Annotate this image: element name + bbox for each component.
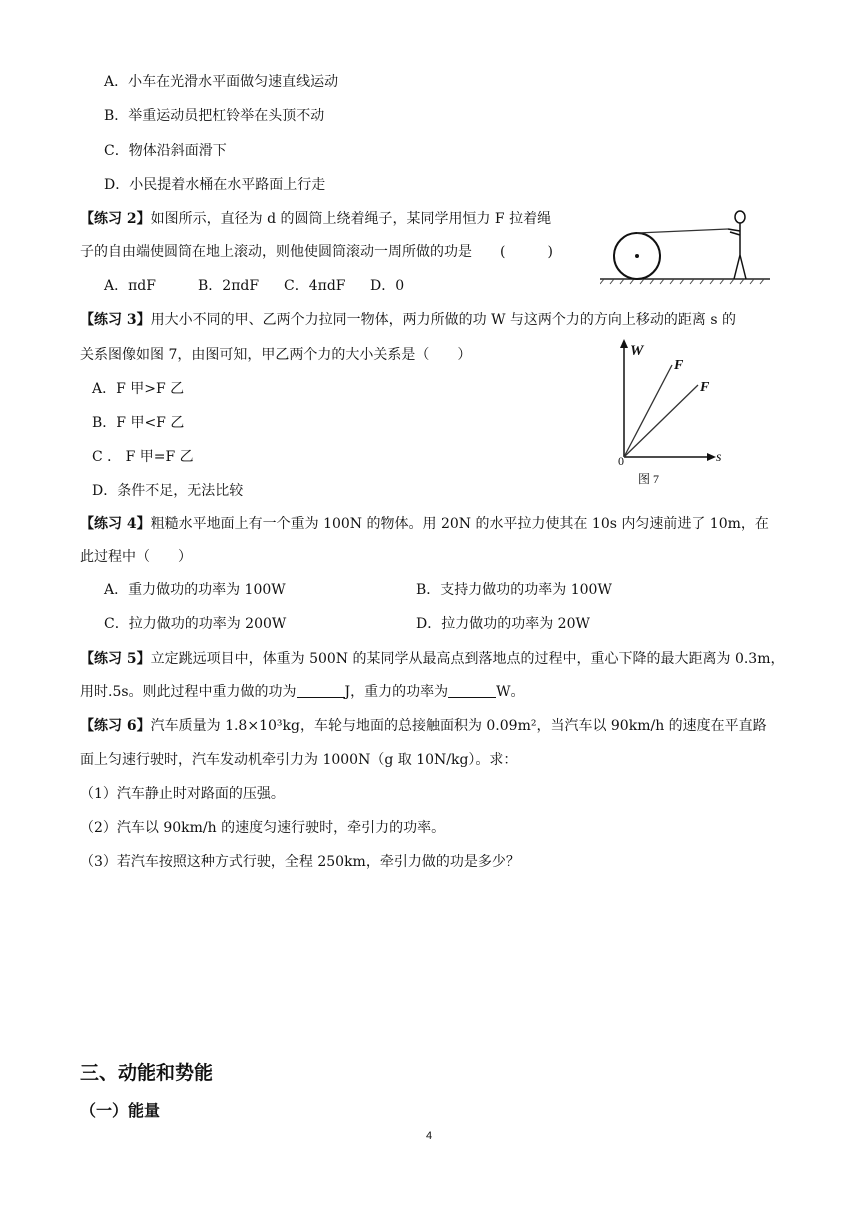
ex4-option-a: A．重力做功的功率为 100W	[104, 582, 286, 598]
page-number: 4	[426, 1130, 433, 1142]
ex2-line1	[80, 209, 551, 229]
ex5-line1	[80, 649, 785, 669]
q1-option-a: A．小车在光滑水平面做匀速直线运动	[104, 74, 339, 90]
graph-x-label: s	[716, 450, 722, 465]
ex4-option-d: D．拉力做功的功率为 20W	[416, 616, 590, 632]
graph-origin-label: 0	[618, 454, 624, 468]
ex2-option-d: D．0	[370, 278, 405, 294]
ex4-line2: 此过程中（ ）	[80, 549, 192, 565]
ex5-text1: 立定跳远项目中，体重为 500N 的某同学从最高点到落地点的过程中，重心下降的最大距离为 0.3m，	[150, 651, 785, 667]
cylinder-axis-dot	[635, 254, 639, 258]
rope-line	[637, 229, 728, 233]
ex5-text2a: 用时.5s。则此过程中重力做的功为	[80, 684, 297, 700]
section-title: 三、动能和势能	[80, 1062, 214, 1084]
ex4-text1: 粗糙水平地面上有一个重为 100N 的物体。用 20N 的水平拉力使其在 10s 内匀速前进了 10m，在	[150, 516, 769, 532]
ex2-option-a: A．πdF	[104, 278, 156, 294]
ex2-option-b: B．2πdF	[198, 278, 260, 294]
ex6-question-3: （3）若汽车按照这种方式行驶，全程 250km，牵引力做的功是多少？	[80, 854, 520, 870]
graph-line-f-jia	[624, 365, 672, 457]
ex5-blank-work[interactable]	[297, 683, 345, 698]
graph-x-arrow	[707, 453, 716, 461]
ex3-option-d: D．条件不足，无法比较	[92, 483, 244, 499]
ex2-tag: 【练习 2】	[80, 211, 151, 227]
ex3-option-a: A．F 甲>F 乙	[92, 381, 185, 397]
ex4-tag: 【练习 4】	[80, 516, 151, 532]
ex2-line2: 子的自由端使圆筒在地上滚动，则他使圆筒滚动一周所做的功是 ( )	[80, 244, 553, 260]
q1-option-b: B．举重运动员把杠铃举在头顶不动	[104, 108, 325, 124]
ex6-line2: 面上匀速行驶时，汽车发动机牵引力为 1000N（g 取 10N/kg）。求：	[80, 752, 518, 768]
person-figure	[728, 211, 746, 279]
ex3-line2: 关系图像如图 7，由图可知，甲乙两个力的大小关系是（ ）	[80, 347, 472, 363]
graph-line2-label: F	[700, 380, 710, 395]
ex6-question-2: （2）汽车以 90km/h 的速度匀速行驶时，牵引力的功率。	[80, 820, 446, 836]
q1-option-d: D．小民提着水桶在水平路面上行走	[104, 177, 326, 193]
ex3-option-b: B．F 甲<F 乙	[92, 415, 185, 431]
graph-line-f-yi	[624, 385, 698, 457]
graph-line1-label: F	[674, 358, 684, 373]
ex6-text1: 汽车质量为 1.8×10³kg，车轮与地面的总接触面积为 0.09m²，当汽车以 90km/h 的速度在平直路	[150, 718, 767, 734]
ex6-question-1: （1）汽车静止时对路面的压强。	[80, 786, 285, 802]
ex2-option-c: C．4πdF	[284, 278, 346, 294]
ex3-option-c: C ． F 甲=F 乙	[92, 449, 194, 465]
ex5-tag: 【练习 5】	[80, 651, 151, 667]
ex3-line1	[80, 310, 736, 330]
cylinder-rope-figure	[600, 205, 770, 285]
graph-y-arrow	[620, 339, 628, 348]
graph-y-label: W	[630, 343, 644, 359]
ex4-option-c: C．拉力做功的功率为 200W	[104, 616, 287, 632]
q1-option-c: C．物体沿斜面滑下	[104, 143, 227, 159]
ex3-tag: 【练习 3】	[80, 312, 151, 328]
ex5-text2c: W。	[496, 684, 525, 700]
ex2-text1: 如图所示，直径为 d 的圆筒上绕着绳子，某同学用恒力 F 拉着绳	[150, 211, 552, 227]
ex5-text2b: J，重力的功率为	[344, 684, 449, 700]
graph-caption: 图 7	[638, 472, 660, 486]
work-distance-graph	[600, 335, 750, 495]
ex4-option-b: B．支持力做功的功率为 100W	[416, 582, 612, 598]
ex6-tag: 【练习 6】	[80, 718, 151, 734]
section-subtitle: （一）能量	[80, 1101, 161, 1120]
ex5-blank-power[interactable]	[448, 683, 496, 698]
ex5-line2	[80, 682, 525, 702]
ex4-line1	[80, 514, 769, 534]
ex6-line1	[80, 716, 767, 736]
ex3-text1: 用大小不同的甲、乙两个力拉同一物体，两力所做的功 W 与这两个力的方向上移动的距离 s 的	[150, 312, 736, 328]
